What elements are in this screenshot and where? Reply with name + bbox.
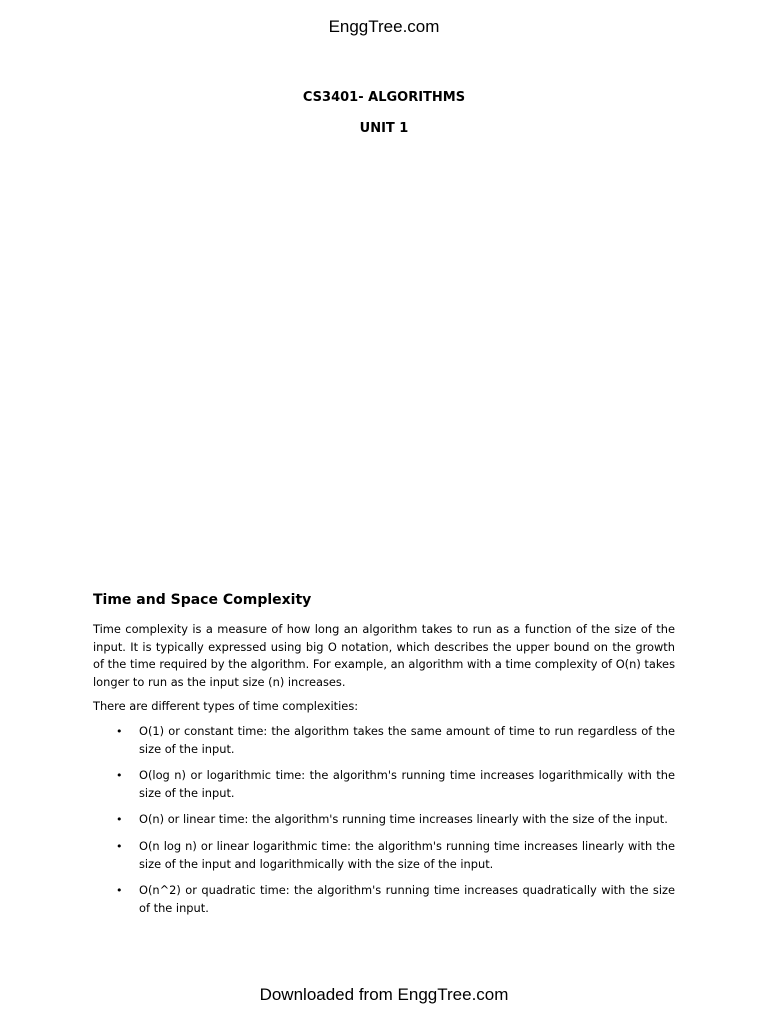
bullet-icon: •: [116, 884, 123, 898]
paragraph-intro: Time complexity is a measure of how long an algorithm takes to run as a function of the size of the input. It is typically expressed using big O notation, which describes the upper bound on the growth of the time required by the algorithm. For example, an algorithm with a time complexity of O(n) takes longer to run as the input size (n) increases.: [93, 622, 675, 689]
document-body: [93, 590, 675, 926]
list-item-text: O(n log n) or linear logarithmic time: the algorithm's running time increases linearly with the size of the input and logarithmically with the size of the input.: [139, 838, 675, 871]
bullet-icon: •: [116, 769, 123, 783]
course-title: CS3401- ALGORITHMS: [302, 90, 466, 105]
list-item: [93, 882, 675, 917]
bullet-icon: •: [116, 724, 123, 738]
site-header: EnggTree.com: [328, 17, 440, 36]
list-item: [93, 767, 675, 802]
list-item: [93, 811, 675, 829]
site-footer: Downloaded from EnggTree.com: [259, 985, 509, 1004]
complexity-list: [93, 723, 675, 917]
list-item: [93, 723, 675, 758]
list-item-text: O(n) or linear time: the algorithm's running time increases linearly with the size of the input.: [139, 812, 668, 827]
bullet-icon: •: [116, 839, 123, 853]
list-item-text: O(log n) or logarithmic time: the algorithm's running time increases logarithmically with the size of the input.: [139, 768, 675, 800]
paragraph-types-lead: There are different types of time complexities:: [93, 699, 359, 714]
list-item-text: O(n^2) or quadratic time: the algorithm's running time increases quadratically with the size of the input.: [139, 883, 675, 915]
unit-title: UNIT 1: [359, 121, 409, 136]
list-item: [93, 838, 675, 873]
section-heading: Time and Space Complexity: [93, 592, 312, 608]
bullet-icon: •: [116, 813, 123, 827]
list-item-text: O(1) or constant time: the algorithm takes the same amount of time to run regardless of the size of the input.: [139, 723, 675, 756]
